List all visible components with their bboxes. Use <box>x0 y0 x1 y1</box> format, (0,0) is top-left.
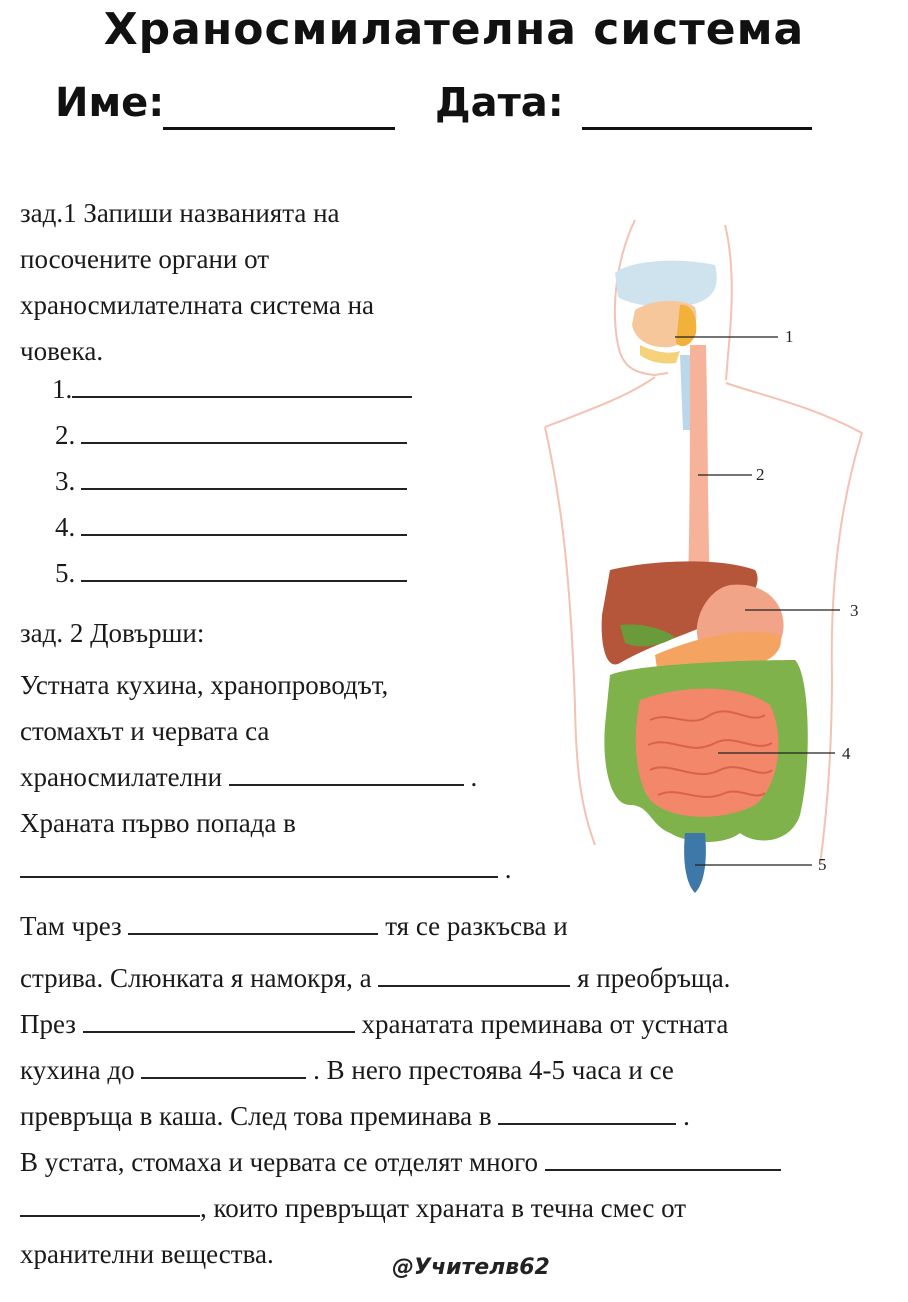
task2-line: стомахът и червата са <box>20 716 270 746</box>
blank-intestines[interactable] <box>498 1101 676 1125</box>
name-label: Име: <box>55 80 165 126</box>
answer-blank-1[interactable] <box>72 374 412 398</box>
date-label: Дата: <box>435 80 564 126</box>
answer-number: 1. <box>52 374 73 404</box>
diagram-label-4: 4 <box>842 744 851 763</box>
rectum <box>684 833 706 893</box>
task2-line <box>20 1047 674 1093</box>
diagram-label-3: 3 <box>850 601 859 620</box>
task2-line: Устната кухина, хранопроводът, <box>20 670 389 700</box>
date-field[interactable] <box>582 127 812 130</box>
answer-number: 5. <box>55 558 76 588</box>
task2-text: През <box>20 1009 76 1039</box>
answer-row-1 <box>52 374 412 405</box>
answer-blank-2[interactable] <box>81 420 407 444</box>
task2-text: Там чрез <box>20 911 122 941</box>
task2-text: В устата, стомаха и червата се отделят много <box>20 1147 538 1177</box>
task2-heading: зад. 2 Довърши: <box>20 618 205 648</box>
period: . <box>683 1101 690 1131</box>
answer-row-4 <box>55 512 407 543</box>
task2-text: кухина до <box>20 1055 135 1085</box>
blank-tongue[interactable] <box>378 963 570 987</box>
period: . <box>470 762 478 792</box>
answer-number: 3. <box>55 466 76 496</box>
answer-row-2 <box>55 420 407 451</box>
blank-juices-1[interactable] <box>545 1147 781 1171</box>
task2-text: хранатата преминава от устната <box>361 1009 729 1039</box>
task2-text: я преобръща. <box>577 963 731 993</box>
nasal-cavity <box>615 261 717 307</box>
blank-juices-2[interactable] <box>20 1193 200 1217</box>
task2-text: превръща в каша. След това преминава в <box>20 1101 492 1131</box>
task2-line <box>20 955 730 1001</box>
author-signature: @Учителв62 <box>392 1255 550 1280</box>
diagram-label-2: 2 <box>756 465 765 484</box>
digestive-system-diagram <box>540 205 870 895</box>
task2-line: Храната първо попада в <box>20 808 296 838</box>
answer-blank-4[interactable] <box>81 512 407 536</box>
diagram-label-1: 1 <box>785 327 794 346</box>
period: . <box>504 854 512 884</box>
answer-blank-3[interactable] <box>81 466 407 490</box>
diagram-label-5: 5 <box>818 855 827 874</box>
task2-text: , които превръщат храната в течна смес от <box>200 1193 687 1223</box>
task2-line <box>20 846 512 892</box>
task2-text: храносмилателни <box>20 762 223 792</box>
blank-teeth[interactable] <box>128 911 378 935</box>
task1-line: зад.1 Запиши названията на <box>20 198 340 228</box>
page-title: Храносмилателна система <box>103 4 805 55</box>
answer-row-3 <box>55 466 407 497</box>
task2-line: хранителни вещества. <box>20 1239 274 1269</box>
task2-line <box>20 1001 728 1047</box>
task1-line: човека. <box>20 336 104 366</box>
name-field[interactable] <box>163 127 395 130</box>
answer-row-5 <box>55 558 407 589</box>
answer-blank-5[interactable] <box>81 558 407 582</box>
task2-line <box>20 903 568 949</box>
task2-line <box>20 1093 690 1139</box>
esophagus <box>688 345 710 587</box>
salivary-gland <box>640 345 680 364</box>
task1-line: храносмилателната система на <box>20 290 375 320</box>
task2-line <box>20 754 477 800</box>
task2-text: . В него престоява 4-5 часа и се <box>313 1055 674 1085</box>
blank-stomach[interactable] <box>141 1055 306 1079</box>
task2-text: тя се разкъсва и <box>385 911 568 941</box>
task2-text: стрива. Слюнката я намокря, а <box>20 963 372 993</box>
answer-number: 2. <box>55 420 76 450</box>
task1-instructions <box>20 190 374 374</box>
answer-number: 4. <box>55 512 76 542</box>
blank-first-place[interactable] <box>20 854 498 878</box>
task2-line <box>20 1139 781 1185</box>
task2-line <box>20 1185 686 1231</box>
blank-esophagus[interactable] <box>83 1009 355 1033</box>
task1-line: посочените органи от <box>20 244 270 274</box>
blank-system[interactable] <box>229 762 464 786</box>
